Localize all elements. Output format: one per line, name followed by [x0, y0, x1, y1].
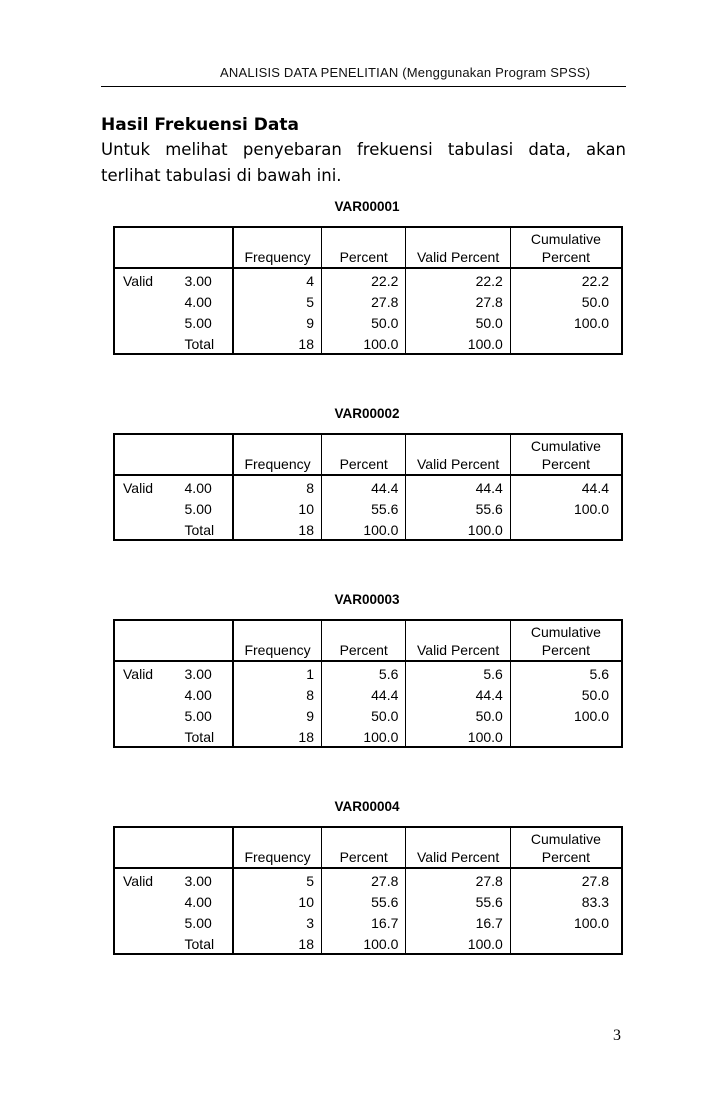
cell-frequency: 18 [233, 725, 321, 747]
header-valid-percent: Valid Percent [406, 827, 510, 868]
cell-percent: 44.4 [322, 475, 406, 497]
row-group [114, 911, 180, 932]
row-group: Valid [123, 666, 154, 682]
header-rule [101, 86, 626, 87]
header-frequency: Frequency [233, 620, 321, 661]
table-title: VAR00002 [334, 406, 400, 421]
cell-frequency: 10 [233, 497, 321, 518]
row-value: Total [184, 336, 215, 352]
header-percent: Percent [322, 227, 406, 268]
frequency-table [113, 226, 623, 355]
row-group [114, 311, 180, 332]
row-value: 4.00 [184, 294, 212, 310]
header-percent: Percent [322, 827, 406, 868]
header-frequency: Frequency [233, 827, 321, 868]
cell-valid-percent: 27.8 [406, 290, 510, 311]
header-blank [180, 827, 234, 868]
cell-cumulative-percent: 50.0 [510, 683, 622, 704]
row-group: Valid [123, 873, 154, 889]
cell-cumulative-percent: 5.6 [510, 661, 622, 683]
running-header: ANALISIS DATA PENELITIAN (Menggunakan Program SPSS) [220, 65, 591, 80]
header-cumulative-line2: Percent [541, 642, 591, 658]
header-cumulative-line2: Percent [541, 249, 591, 265]
header-valid-percent: Valid Percent [406, 227, 510, 268]
cell-frequency: 18 [233, 518, 321, 540]
header-valid-percent: Valid Percent [406, 620, 510, 661]
table-row [114, 932, 622, 954]
table-header-row [114, 827, 622, 868]
cell-cumulative-percent [510, 332, 622, 354]
table-title: VAR00004 [334, 799, 400, 814]
cell-percent: 27.8 [322, 868, 406, 890]
table-header-row [114, 227, 622, 268]
cell-cumulative-percent: 44.4 [510, 475, 622, 497]
cell-valid-percent: 55.6 [406, 497, 510, 518]
row-group [114, 890, 180, 911]
cell-frequency: 5 [233, 868, 321, 890]
row-value: Total [184, 729, 215, 745]
row-group [114, 725, 180, 747]
cell-percent: 55.6 [322, 890, 406, 911]
row-group [114, 518, 180, 540]
table-title: VAR00003 [334, 592, 400, 607]
row-value: 5.00 [184, 501, 212, 517]
table-row [114, 311, 622, 332]
table-header-row [114, 434, 622, 475]
table-header-row [114, 620, 622, 661]
table-row [114, 911, 622, 932]
header-frequency: Frequency [233, 434, 321, 475]
cell-frequency: 3 [233, 911, 321, 932]
header-cumulative-percent [510, 827, 622, 868]
cell-valid-percent: 50.0 [406, 704, 510, 725]
row-value: 4.00 [184, 687, 212, 703]
cell-frequency: 18 [233, 332, 321, 354]
cell-frequency: 8 [233, 683, 321, 704]
cell-cumulative-percent: 27.8 [510, 868, 622, 890]
cell-valid-percent: 100.0 [406, 332, 510, 354]
cell-valid-percent: 5.6 [406, 661, 510, 683]
table-row [114, 704, 622, 725]
intro-paragraph: Untuk melihat penyebaran frekuensi tabulasi data, akan terlihat tabulasi di bawah ini. [101, 140, 626, 185]
header-blank [114, 620, 180, 661]
header-cumulative-line1: Cumulative [530, 624, 601, 640]
cell-frequency: 5 [233, 290, 321, 311]
cell-frequency: 9 [233, 311, 321, 332]
table-row [114, 475, 622, 497]
cell-valid-percent: 100.0 [406, 932, 510, 954]
frequency-table [113, 826, 623, 955]
header-cumulative-percent [510, 620, 622, 661]
page-number: 3 [613, 1027, 621, 1044]
cell-percent: 16.7 [322, 911, 406, 932]
table-row [114, 290, 622, 311]
cell-frequency: 1 [233, 661, 321, 683]
cell-frequency: 8 [233, 475, 321, 497]
row-group [114, 497, 180, 518]
cell-percent: 100.0 [322, 932, 406, 954]
table-row [114, 518, 622, 540]
cell-cumulative-percent: 100.0 [510, 311, 622, 332]
table-row [114, 683, 622, 704]
cell-valid-percent: 44.4 [406, 475, 510, 497]
cell-valid-percent: 27.8 [406, 868, 510, 890]
row-value: Total [184, 936, 215, 952]
row-value: 5.00 [184, 708, 212, 724]
cell-cumulative-percent [510, 932, 622, 954]
header-cumulative-line2: Percent [541, 456, 591, 472]
cell-valid-percent: 100.0 [406, 518, 510, 540]
cell-cumulative-percent: 100.0 [510, 704, 622, 725]
table-row [114, 497, 622, 518]
cell-valid-percent: 16.7 [406, 911, 510, 932]
header-cumulative-line1: Cumulative [530, 831, 601, 847]
row-value: 5.00 [184, 915, 212, 931]
frequency-table [113, 619, 623, 748]
row-group [114, 332, 180, 354]
cell-cumulative-percent [510, 518, 622, 540]
header-blank [114, 227, 180, 268]
row-group [114, 704, 180, 725]
header-percent: Percent [322, 434, 406, 475]
cell-cumulative-percent: 50.0 [510, 290, 622, 311]
table-row [114, 890, 622, 911]
row-group [114, 290, 180, 311]
row-group [114, 932, 180, 954]
row-group: Valid [123, 480, 154, 496]
header-cumulative-line1: Cumulative [530, 231, 601, 247]
row-group [114, 683, 180, 704]
cell-valid-percent: 22.2 [406, 268, 510, 290]
cell-frequency: 4 [233, 268, 321, 290]
row-value: 4.00 [184, 894, 212, 910]
row-value: 3.00 [184, 666, 212, 682]
cell-valid-percent: 50.0 [406, 311, 510, 332]
header-cumulative-line2: Percent [541, 849, 591, 865]
table-row [114, 868, 622, 890]
table-row [114, 332, 622, 354]
row-group: Valid [123, 273, 154, 289]
cell-cumulative-percent [510, 725, 622, 747]
cell-cumulative-percent: 100.0 [510, 497, 622, 518]
table-row [114, 268, 622, 290]
cell-frequency: 18 [233, 932, 321, 954]
table-title: VAR00001 [334, 199, 400, 214]
cell-frequency: 9 [233, 704, 321, 725]
header-blank [114, 434, 180, 475]
row-value: Total [184, 522, 215, 538]
cell-frequency: 10 [233, 890, 321, 911]
header-blank [180, 227, 234, 268]
header-cumulative-percent [510, 227, 622, 268]
cell-percent: 27.8 [322, 290, 406, 311]
header-cumulative-line1: Cumulative [530, 438, 601, 454]
cell-percent: 44.4 [322, 683, 406, 704]
frequency-table [113, 433, 623, 541]
cell-percent: 5.6 [322, 661, 406, 683]
cell-percent: 100.0 [322, 518, 406, 540]
row-value: 3.00 [184, 873, 212, 889]
row-value: 5.00 [184, 315, 212, 331]
cell-percent: 50.0 [322, 704, 406, 725]
header-blank [180, 434, 234, 475]
cell-cumulative-percent: 22.2 [510, 268, 622, 290]
cell-percent: 100.0 [322, 332, 406, 354]
table-row [114, 661, 622, 683]
row-value: 4.00 [184, 480, 212, 496]
cell-percent: 50.0 [322, 311, 406, 332]
cell-cumulative-percent: 100.0 [510, 911, 622, 932]
cell-percent: 100.0 [322, 725, 406, 747]
header-valid-percent: Valid Percent [406, 434, 510, 475]
cell-valid-percent: 55.6 [406, 890, 510, 911]
header-blank [180, 620, 234, 661]
cell-valid-percent: 100.0 [406, 725, 510, 747]
table-row [114, 725, 622, 747]
header-frequency: Frequency [233, 227, 321, 268]
header-cumulative-percent [510, 434, 622, 475]
cell-percent: 55.6 [322, 497, 406, 518]
header-percent: Percent [322, 620, 406, 661]
section-heading: Hasil Frekuensi Data [101, 115, 299, 135]
cell-percent: 22.2 [322, 268, 406, 290]
cell-valid-percent: 44.4 [406, 683, 510, 704]
row-value: 3.00 [184, 273, 212, 289]
header-blank [114, 827, 180, 868]
cell-cumulative-percent: 83.3 [510, 890, 622, 911]
